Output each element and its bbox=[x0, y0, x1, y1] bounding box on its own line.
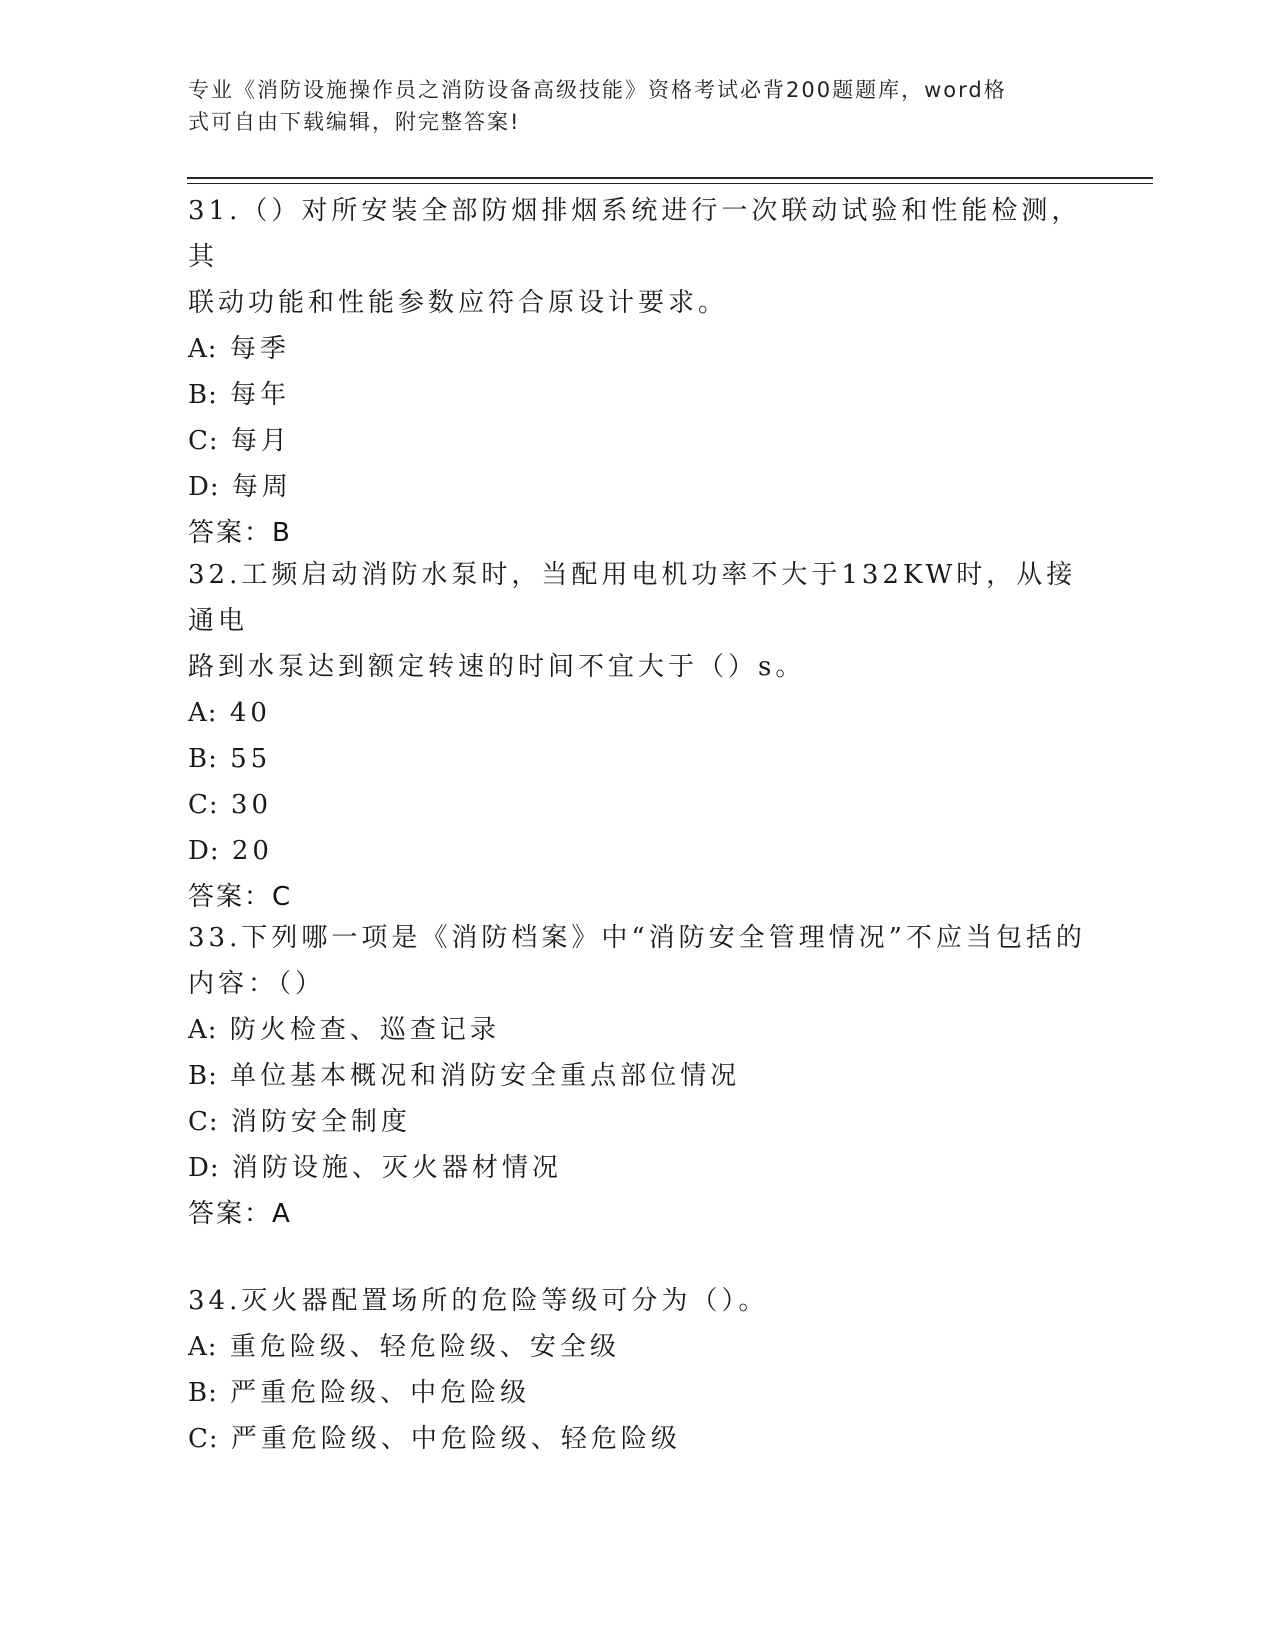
option-d bbox=[188, 464, 1088, 510]
option-c bbox=[188, 1416, 1088, 1462]
question-stem-line-1: 31.（）对所安装全部防烟排烟系统进行一次联动试验和性能检测，其 bbox=[188, 196, 1082, 272]
option-key: A: bbox=[188, 1015, 218, 1045]
option-a bbox=[188, 1007, 1088, 1053]
option-text: 严重危险级、中危险级、轻危险级 bbox=[230, 1424, 681, 1454]
option-b bbox=[188, 1053, 1088, 1099]
header-divider-thin bbox=[187, 183, 1153, 184]
option-key: B: bbox=[188, 380, 218, 410]
option-c bbox=[188, 1099, 1088, 1145]
option-key: D: bbox=[188, 836, 220, 866]
option-key: C: bbox=[188, 1424, 219, 1454]
option-b bbox=[188, 736, 1088, 782]
question-stem-line-1: 33.下列哪一项是《消防档案》中“消防安全管理情况”不应当包括的 bbox=[188, 923, 1086, 953]
option-b bbox=[188, 1370, 1088, 1416]
question-33 bbox=[188, 915, 1088, 1237]
option-a bbox=[188, 690, 1088, 736]
question-stem-line-1: 34.灭火器配置场所的危险等级可分为（）。 bbox=[188, 1286, 769, 1316]
question-stem-line-2: 联动功能和性能参数应符合原设计要求。 bbox=[188, 288, 729, 318]
option-a bbox=[188, 326, 1088, 372]
answer: 答案：C bbox=[188, 882, 293, 912]
option-text: 严重危险级、中危险级 bbox=[230, 1378, 531, 1408]
option-key: A: bbox=[188, 334, 218, 364]
option-text: 30 bbox=[230, 790, 273, 820]
option-key: A: bbox=[188, 698, 218, 728]
option-text: 55 bbox=[230, 744, 272, 774]
option-b bbox=[188, 372, 1088, 418]
document-header bbox=[188, 74, 1068, 138]
option-text: 消防设施、灭火器材情况 bbox=[231, 1153, 562, 1183]
option-key: C: bbox=[188, 1107, 219, 1137]
question-34 bbox=[188, 1278, 1088, 1462]
option-key: B: bbox=[188, 1378, 218, 1408]
option-key: B: bbox=[188, 1061, 218, 1091]
question-stem-line-2: 路到水泵达到额定转速的时间不宜大于（）s。 bbox=[188, 652, 806, 682]
question-stem-line-2: 内容：（） bbox=[188, 969, 326, 999]
option-d bbox=[188, 1145, 1088, 1191]
answer: 答案：B bbox=[188, 518, 292, 548]
option-key: B: bbox=[188, 744, 218, 774]
option-text: 重危险级、轻危险级、安全级 bbox=[229, 1332, 620, 1362]
option-key: D: bbox=[188, 472, 220, 502]
option-text: 每年 bbox=[230, 380, 291, 410]
option-text: 20 bbox=[231, 836, 273, 866]
question-stem-line-1: 32.工频启动消防水泵时，当配用电机功率不大于132KW时，从接通电 bbox=[188, 560, 1077, 636]
option-key: D: bbox=[188, 1153, 220, 1183]
header-divider-thick bbox=[187, 177, 1153, 179]
option-key: A: bbox=[188, 1332, 218, 1362]
option-key: C: bbox=[188, 790, 219, 820]
option-text: 防火检查、巡查记录 bbox=[229, 1015, 500, 1045]
option-a bbox=[188, 1324, 1088, 1370]
header-line-1: 专业《消防设施操作员之消防设备高级技能》资格考试必背200题题库，word格 bbox=[188, 78, 1007, 102]
option-key: C: bbox=[188, 426, 219, 456]
question-31 bbox=[188, 188, 1088, 556]
question-32 bbox=[188, 552, 1088, 920]
option-c bbox=[188, 782, 1088, 828]
option-text: 每周 bbox=[231, 472, 292, 502]
option-c bbox=[188, 418, 1088, 464]
option-text: 单位基本概况和消防安全重点部位情况 bbox=[230, 1061, 741, 1091]
option-d bbox=[188, 828, 1088, 874]
option-text: 消防安全制度 bbox=[230, 1107, 411, 1137]
option-text: 40 bbox=[229, 698, 271, 728]
option-text: 每季 bbox=[229, 334, 290, 364]
answer: 答案：A bbox=[188, 1199, 292, 1229]
header-line-2: 式可自由下载编辑，附完整答案! bbox=[188, 110, 521, 134]
option-text: 每月 bbox=[230, 426, 291, 456]
